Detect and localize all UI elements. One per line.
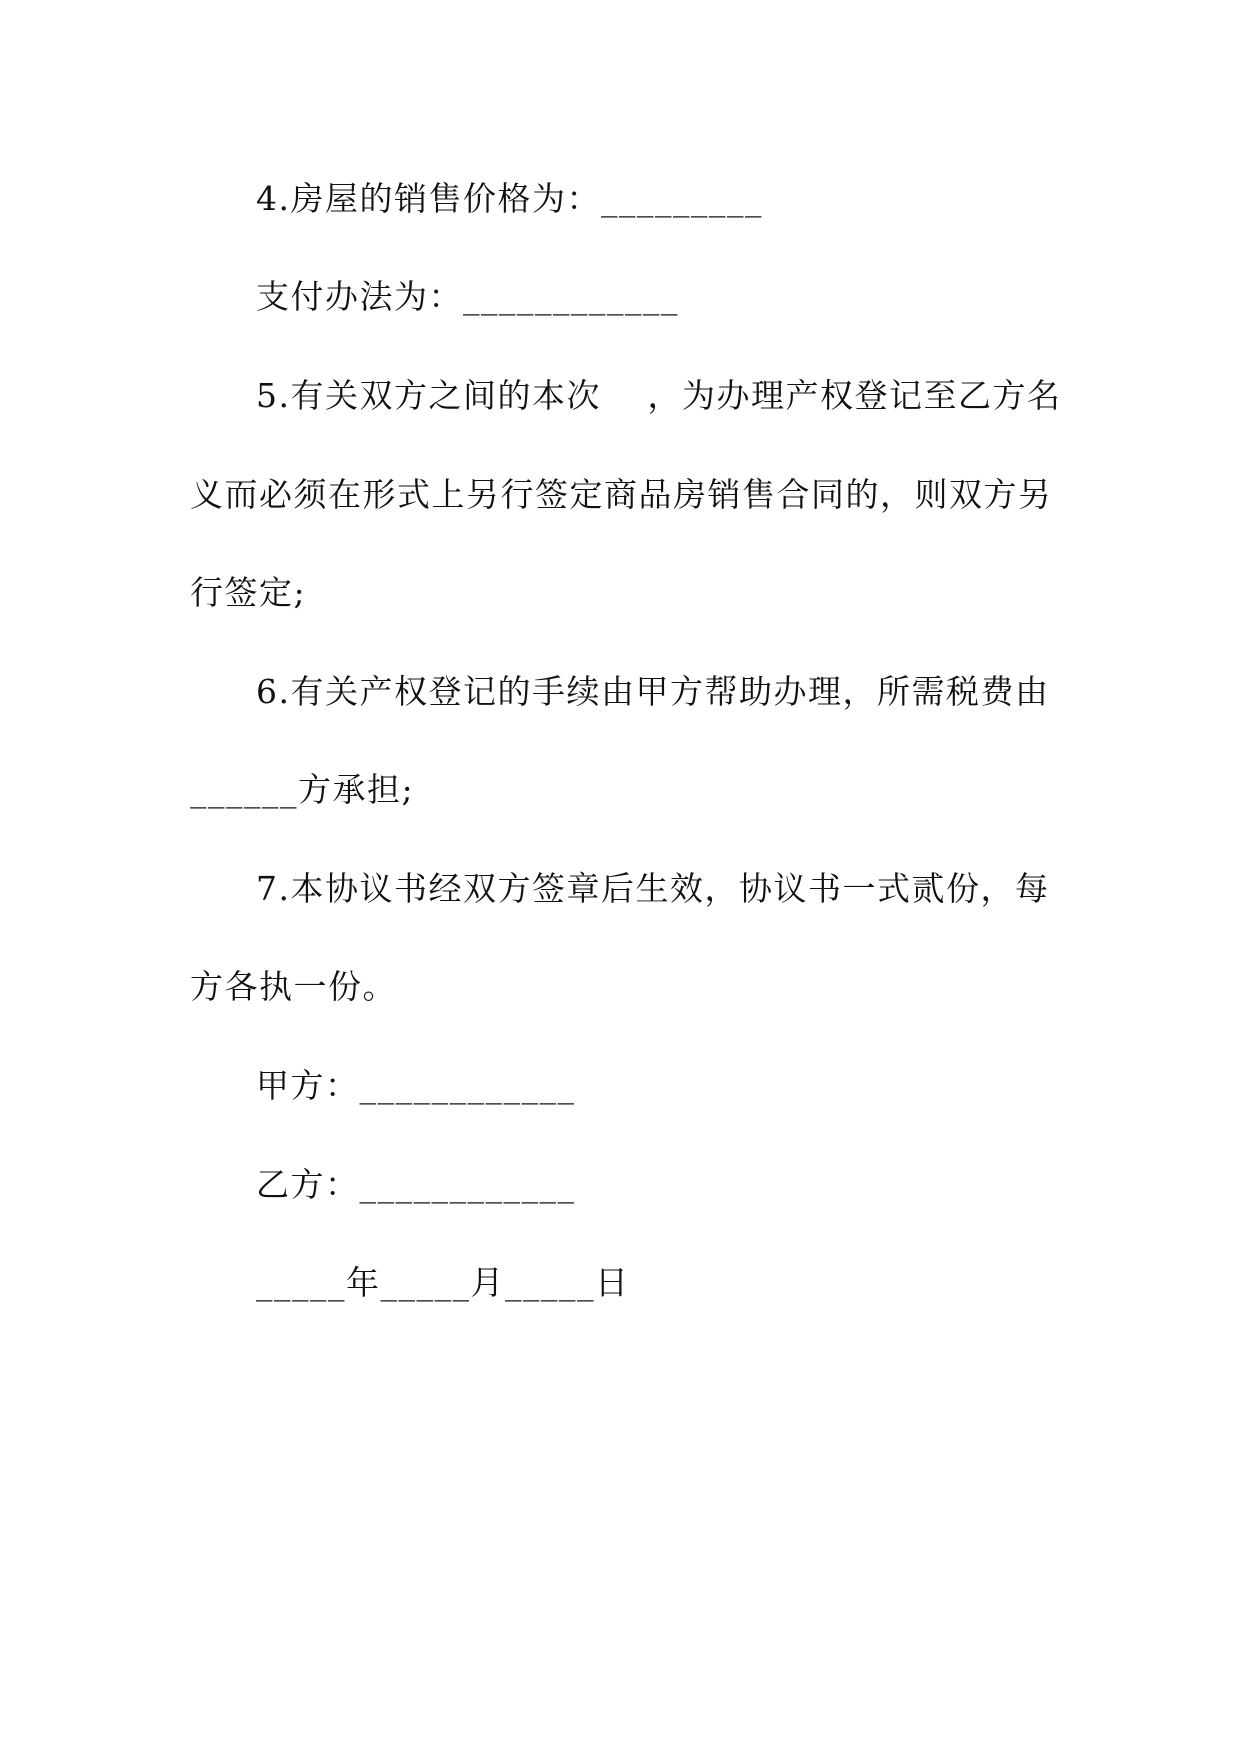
party-b-signature-line: 乙方：____________	[256, 1165, 576, 1204]
clause-5-line-1: 5.有关双方之间的本次 ，为办理产权登记至乙方名	[256, 376, 1062, 415]
clause-7-line-2: 方各执一份。	[190, 967, 397, 1006]
clause-4-price-line: 4.房屋的销售价格为：_________	[256, 179, 763, 218]
clause-5-line-3: 行签定;	[190, 573, 307, 612]
party-a-signature-line: 甲方：____________	[256, 1066, 576, 1105]
date-line: _____年_____月_____日	[256, 1263, 630, 1302]
clause-5-line-2: 义而必须在形式上另行签定商品房销售合同的，则双方另	[190, 475, 1053, 514]
clause-7-line-1: 7.本协议书经双方签章后生效，协议书一式贰份，每	[256, 869, 1050, 908]
payment-method-line: 支付办法为：____________	[256, 277, 679, 316]
clause-6-line-2: ______方承担;	[190, 770, 415, 809]
clause-6-line-1: 6.有关产权登记的手续由甲方帮助办理，所需税费由	[256, 672, 1050, 711]
